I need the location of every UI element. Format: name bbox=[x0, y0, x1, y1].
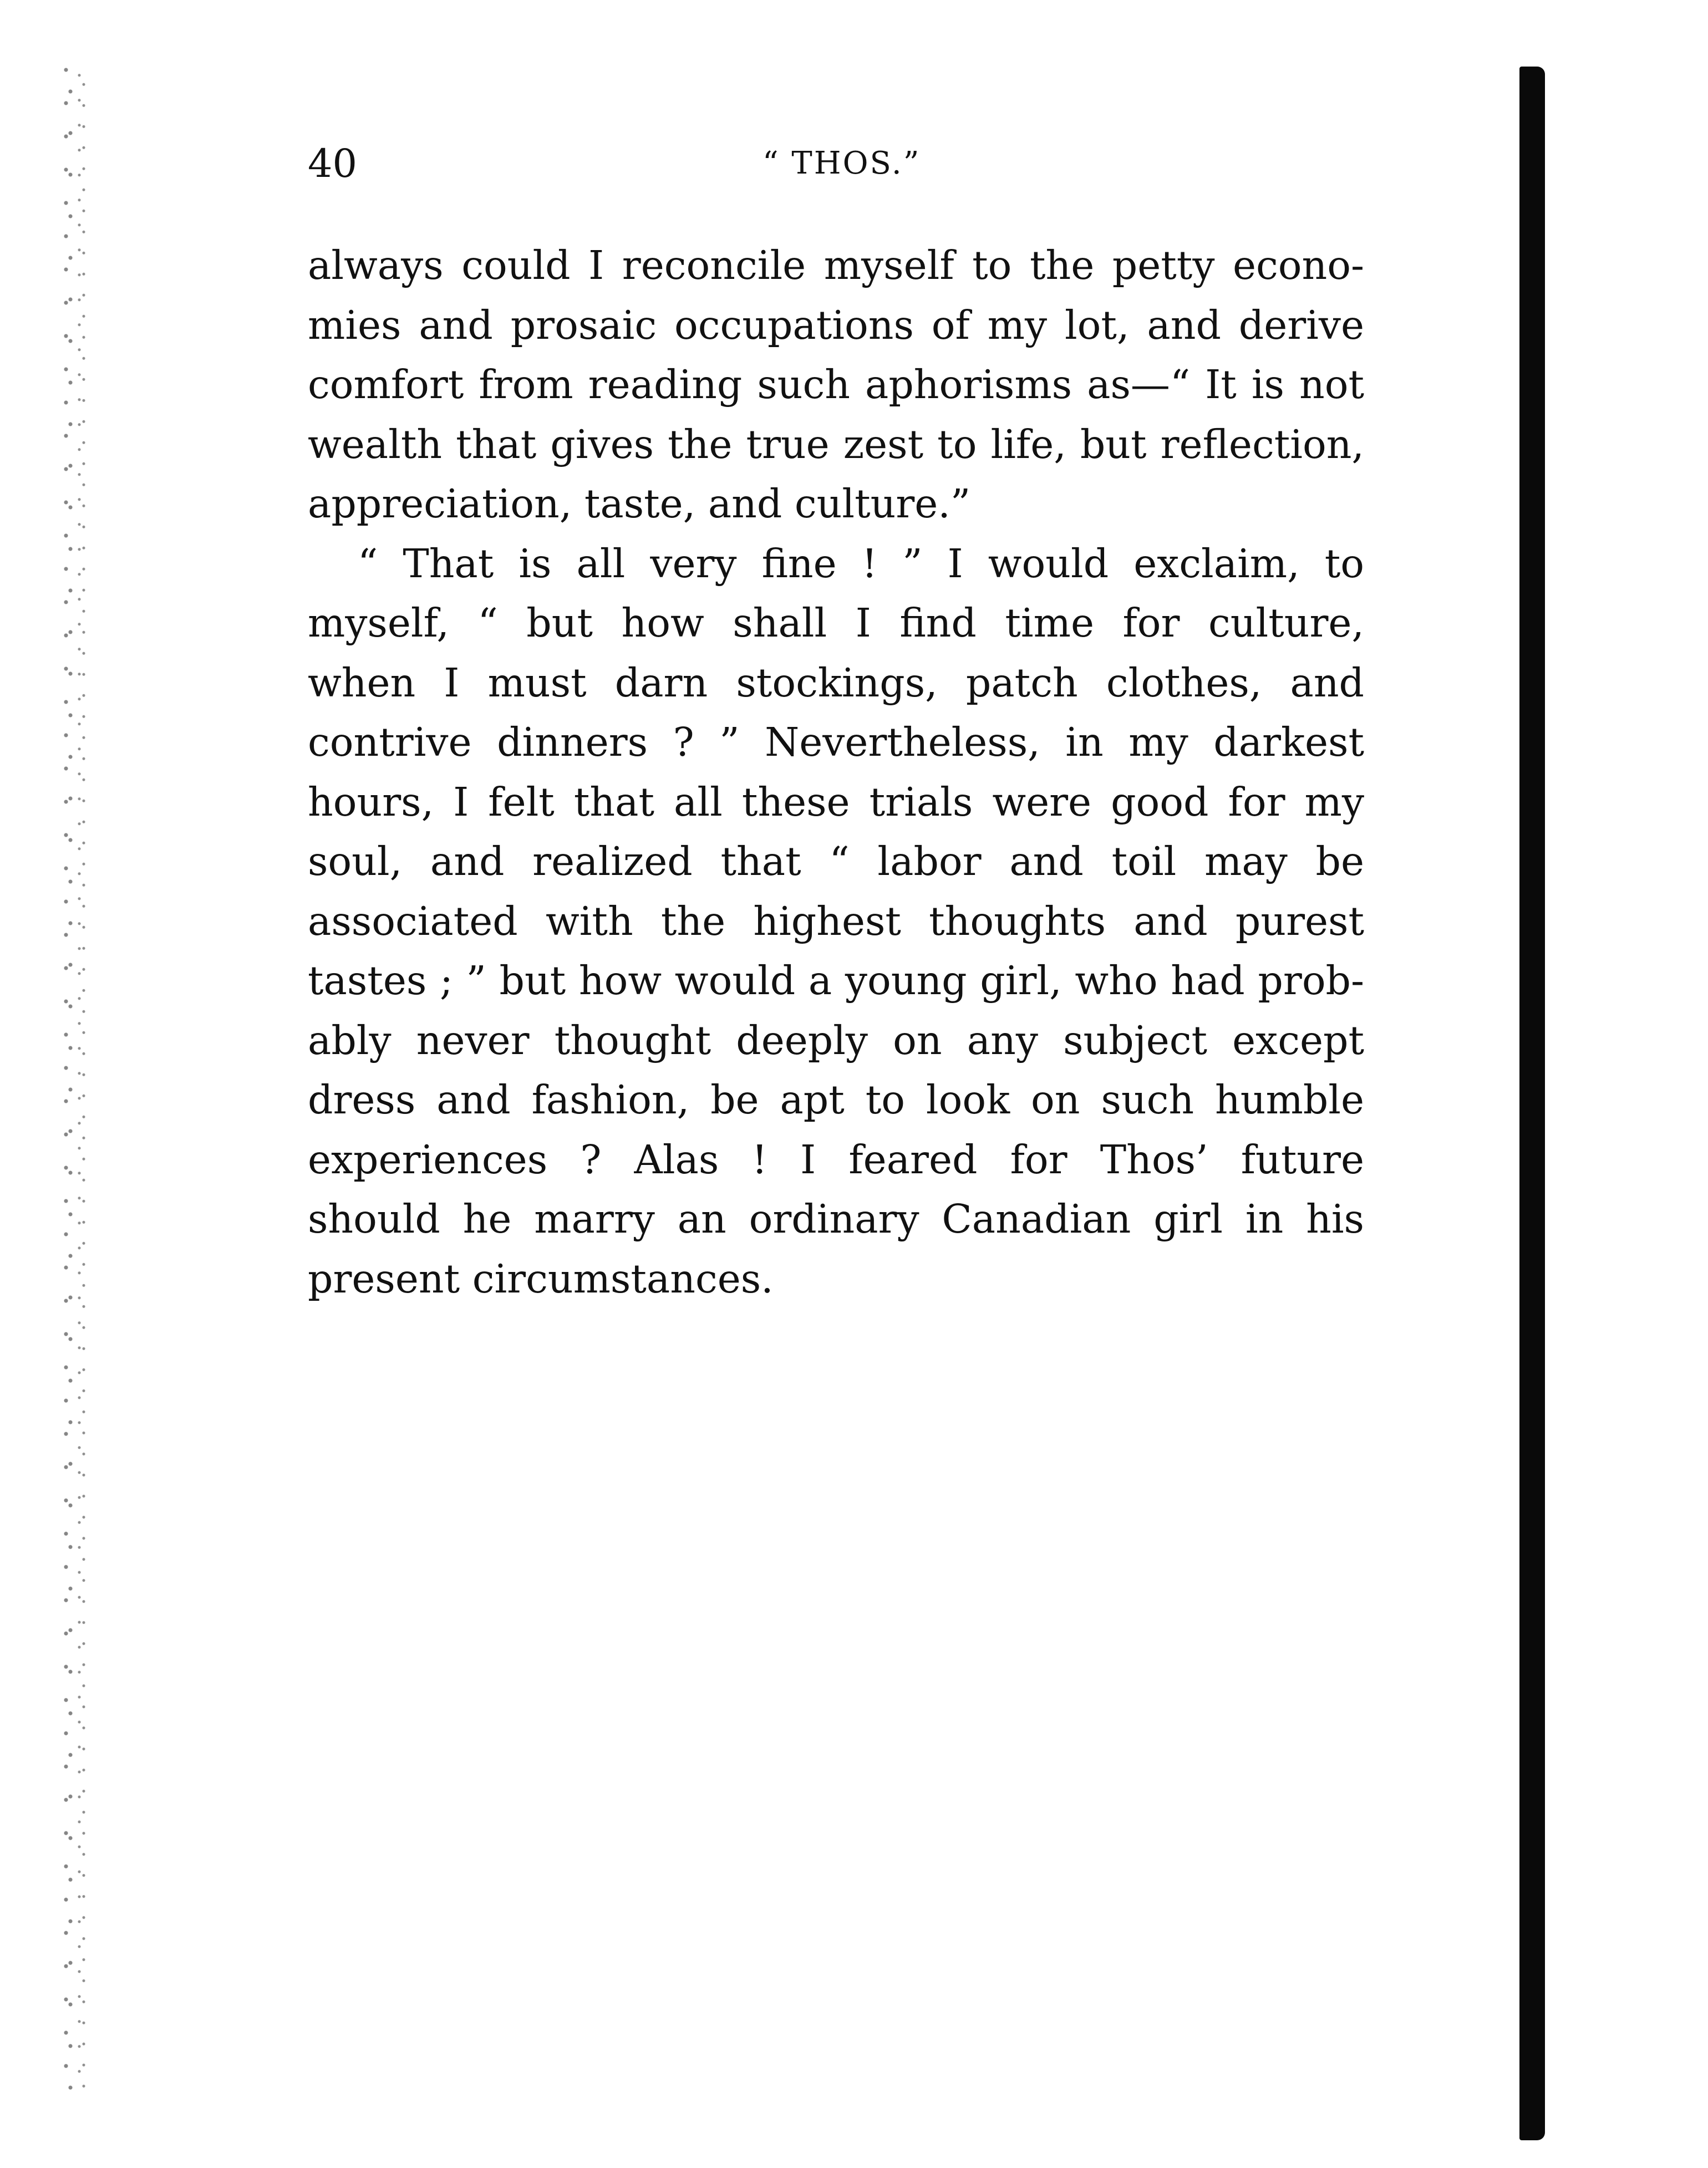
text-line: wealth that gives the true zest to life, but reflection, bbox=[308, 421, 1364, 467]
text-line: tastes ; ” but how would a young girl, who had prob- bbox=[308, 958, 1364, 1004]
body-text bbox=[308, 236, 1364, 1309]
text-line: always could I reconcile myself to the petty econo- bbox=[308, 242, 1364, 288]
text-line: associated with the highest thoughts and purest bbox=[308, 898, 1364, 944]
running-title: “ THOS.” bbox=[762, 145, 921, 181]
text-line: appreciation, taste, and culture.” bbox=[308, 481, 971, 527]
text-line: should he marry an ordinary Canadian girl in his bbox=[308, 1196, 1364, 1242]
text-line: ably never thought deeply on any subject except bbox=[308, 1017, 1364, 1063]
text-line: contrive dinners ? ” Nevertheless, in my darkest bbox=[308, 719, 1364, 765]
text-line: dress and fashion, be apt to look on such humble bbox=[308, 1077, 1364, 1123]
text-line: “ That is all very fine ! ” I would exclaim, to bbox=[358, 540, 1364, 587]
text-line: soul, and realized that “ labor and toil may be bbox=[308, 838, 1364, 884]
text-line: present circumstances. bbox=[308, 1255, 774, 1302]
text-line: myself, “ but how shall I find time for culture, bbox=[308, 600, 1364, 646]
scan-gutter-noise bbox=[53, 67, 97, 2090]
text-line: comfort from reading such aphorisms as—“ It is not bbox=[308, 362, 1364, 408]
text-line: experiences ? Alas ! I feared for Thos’ future bbox=[308, 1136, 1364, 1183]
page-number: 40 bbox=[308, 141, 358, 186]
page-header bbox=[308, 141, 1364, 186]
text-line: hours, I felt that all these trials were good for my bbox=[308, 778, 1364, 825]
text-line: mies and prosaic occupations of my lot, and derive bbox=[308, 302, 1364, 348]
text-line: when I must darn stockings, patch clothes, and bbox=[308, 659, 1364, 706]
page-edge-shadow bbox=[1519, 67, 1545, 2140]
